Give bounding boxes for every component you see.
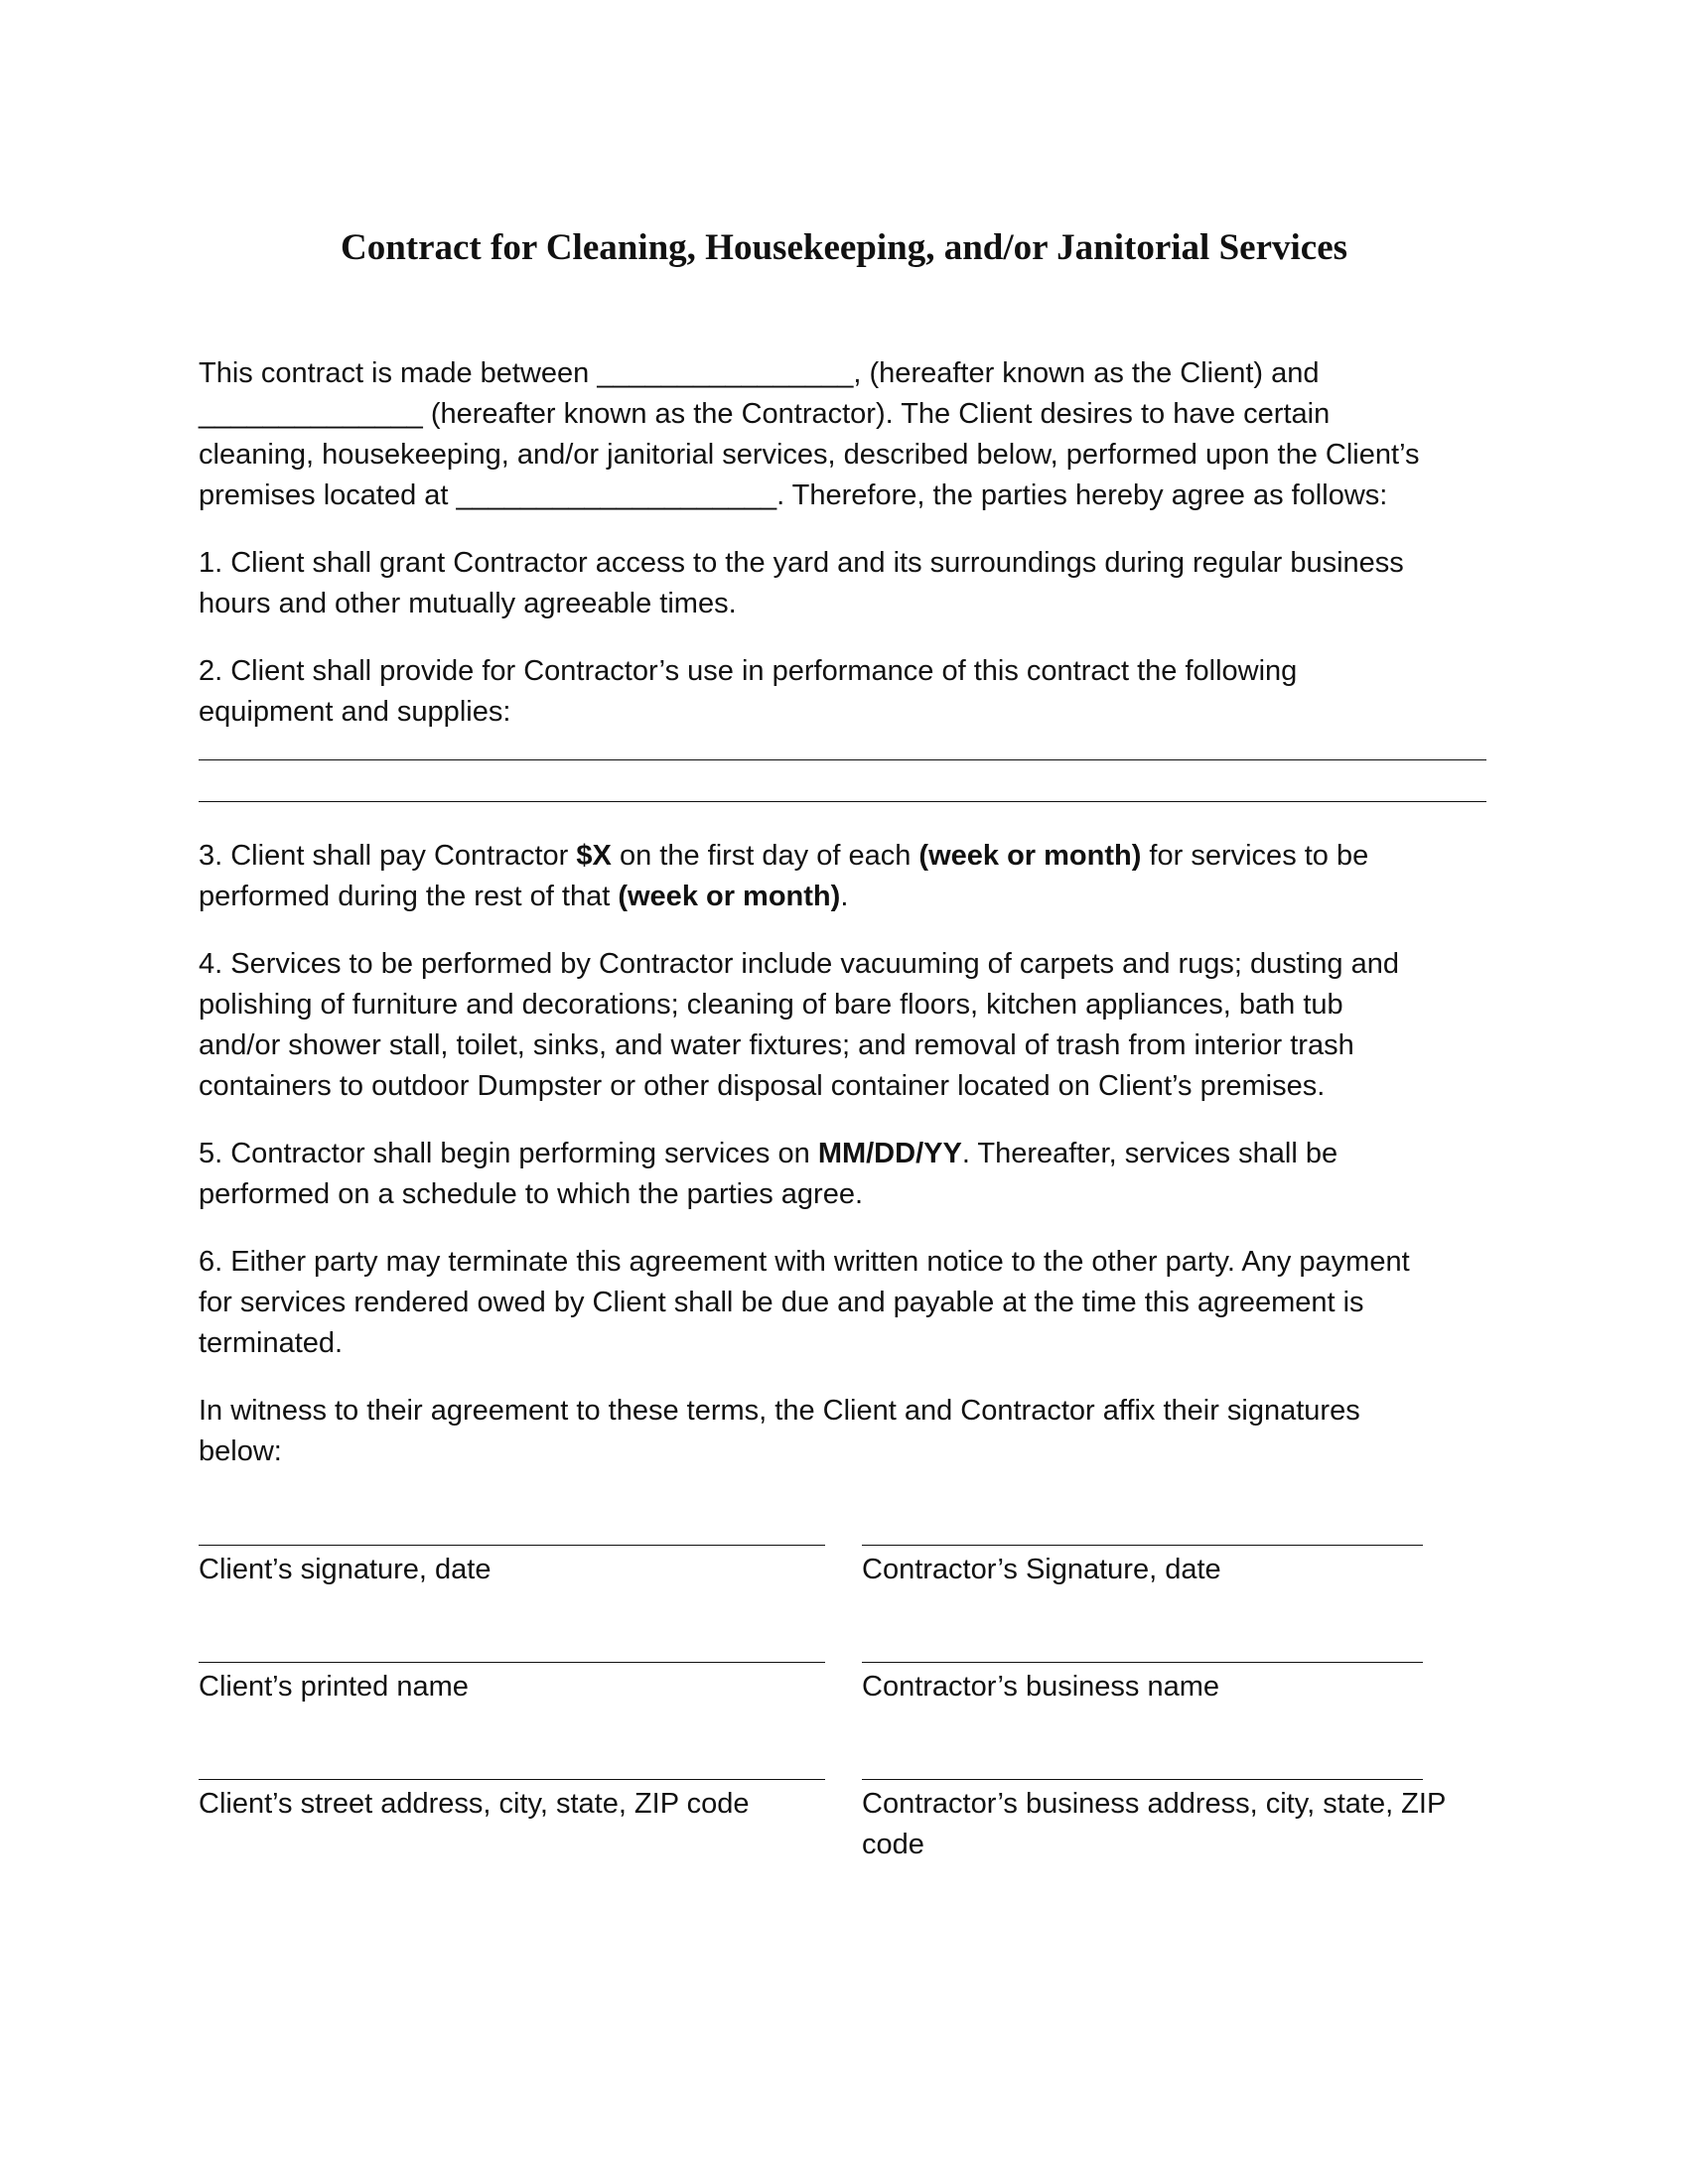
clause-3-text-c: for services to be performed during the rest of that bbox=[199, 840, 1369, 912]
payment-amount: $X bbox=[576, 840, 612, 872]
payment-period-2: (week or month) bbox=[618, 881, 841, 912]
contract-body bbox=[199, 353, 1489, 1499]
payment-period-1: (week or month) bbox=[918, 840, 1142, 872]
start-date: MM/DD/YY bbox=[817, 1138, 962, 1169]
client-signature-line[interactable] bbox=[199, 1505, 825, 1546]
contractor-address-line[interactable] bbox=[862, 1739, 1423, 1780]
clause-4: 4. Services to be performed by Contractor include vacuuming of carpets and rugs; dusting and polishing of furniture and decorations; cleaning of bare floors, kitchen appliances, bath tub and/or shower stall, toilet, sinks, and water fixtures; and removal of trash from interior trash containers to outdoor Dumpster or other disposal container located on Client’s premises. bbox=[199, 948, 1399, 1102]
clause-5-text-a: 5. Contractor shall begin performing services on bbox=[199, 1138, 818, 1169]
client-name-label: Client’s printed name bbox=[199, 1671, 469, 1703]
client-signature-block bbox=[199, 1505, 862, 1590]
signature-section bbox=[199, 1505, 1509, 1897]
contractor-name-block bbox=[862, 1622, 1509, 1707]
clause-3 bbox=[199, 836, 1489, 917]
contractor-name-label: Contractor’s business name bbox=[862, 1671, 1219, 1703]
client-name-line[interactable] bbox=[199, 1622, 825, 1663]
client-address-line[interactable] bbox=[199, 1739, 825, 1780]
intro-paragraph: This contract is made between ________________, (hereafter known as the Client) and ______________ (hereafter known as the Contractor). The Client desires to have certain cleaning, housekeeping, and/or janitorial services, described below, performed upon the Client’s premises located at ____________________. Therefore, the parties hereby agree as follows: bbox=[199, 357, 1420, 511]
clause-3-text-b: on the first day of each bbox=[611, 840, 919, 872]
equipment-blank-line-2[interactable] bbox=[199, 760, 1486, 802]
clause-6: 6. Either party may terminate this agreement with written notice to the other party. Any payment for services rendered owed by Client shall be due and payable at the time this agreement is terminated. bbox=[199, 1246, 1410, 1359]
client-name-block bbox=[199, 1622, 862, 1707]
clause-1: 1. Client shall grant Contractor access to the yard and its surroundings during regular business hours and other mutually agreeable times. bbox=[199, 547, 1404, 619]
contractor-name-line[interactable] bbox=[862, 1622, 1423, 1663]
name-row bbox=[199, 1622, 1509, 1707]
contractor-signature-label: Contractor’s Signature, date bbox=[862, 1554, 1221, 1585]
client-address-label: Client’s street address, city, state, ZIP code bbox=[199, 1788, 750, 1820]
clause-5 bbox=[199, 1134, 1489, 1215]
contractor-signature-block bbox=[862, 1505, 1509, 1590]
contractor-address-block bbox=[862, 1739, 1509, 1865]
clause-5-text-b: . Thereafter, services shall be performed on a schedule to which the parties agree. bbox=[199, 1138, 1338, 1210]
signature-row bbox=[199, 1505, 1509, 1590]
witness-paragraph: In witness to their agreement to these terms, the Client and Contractor affix their signatures below: bbox=[199, 1395, 1360, 1467]
address-row bbox=[199, 1739, 1509, 1865]
clause-3-text-a: 3. Client shall pay Contractor bbox=[199, 840, 577, 872]
clause-3-text-d: . bbox=[840, 881, 849, 912]
clause-2: 2. Client shall provide for Contractor’s use in performance of this contract the following equipment and supplies: bbox=[199, 655, 1298, 728]
client-signature-label: Client’s signature, date bbox=[199, 1554, 492, 1585]
contractor-signature-line[interactable] bbox=[862, 1505, 1423, 1546]
contractor-address-label: Contractor’s business address, city, state, ZIP code bbox=[862, 1788, 1447, 1860]
document-title: Contract for Cleaning, Housekeeping, and/or Janitorial Services bbox=[340, 227, 1348, 268]
client-address-block bbox=[199, 1739, 862, 1865]
